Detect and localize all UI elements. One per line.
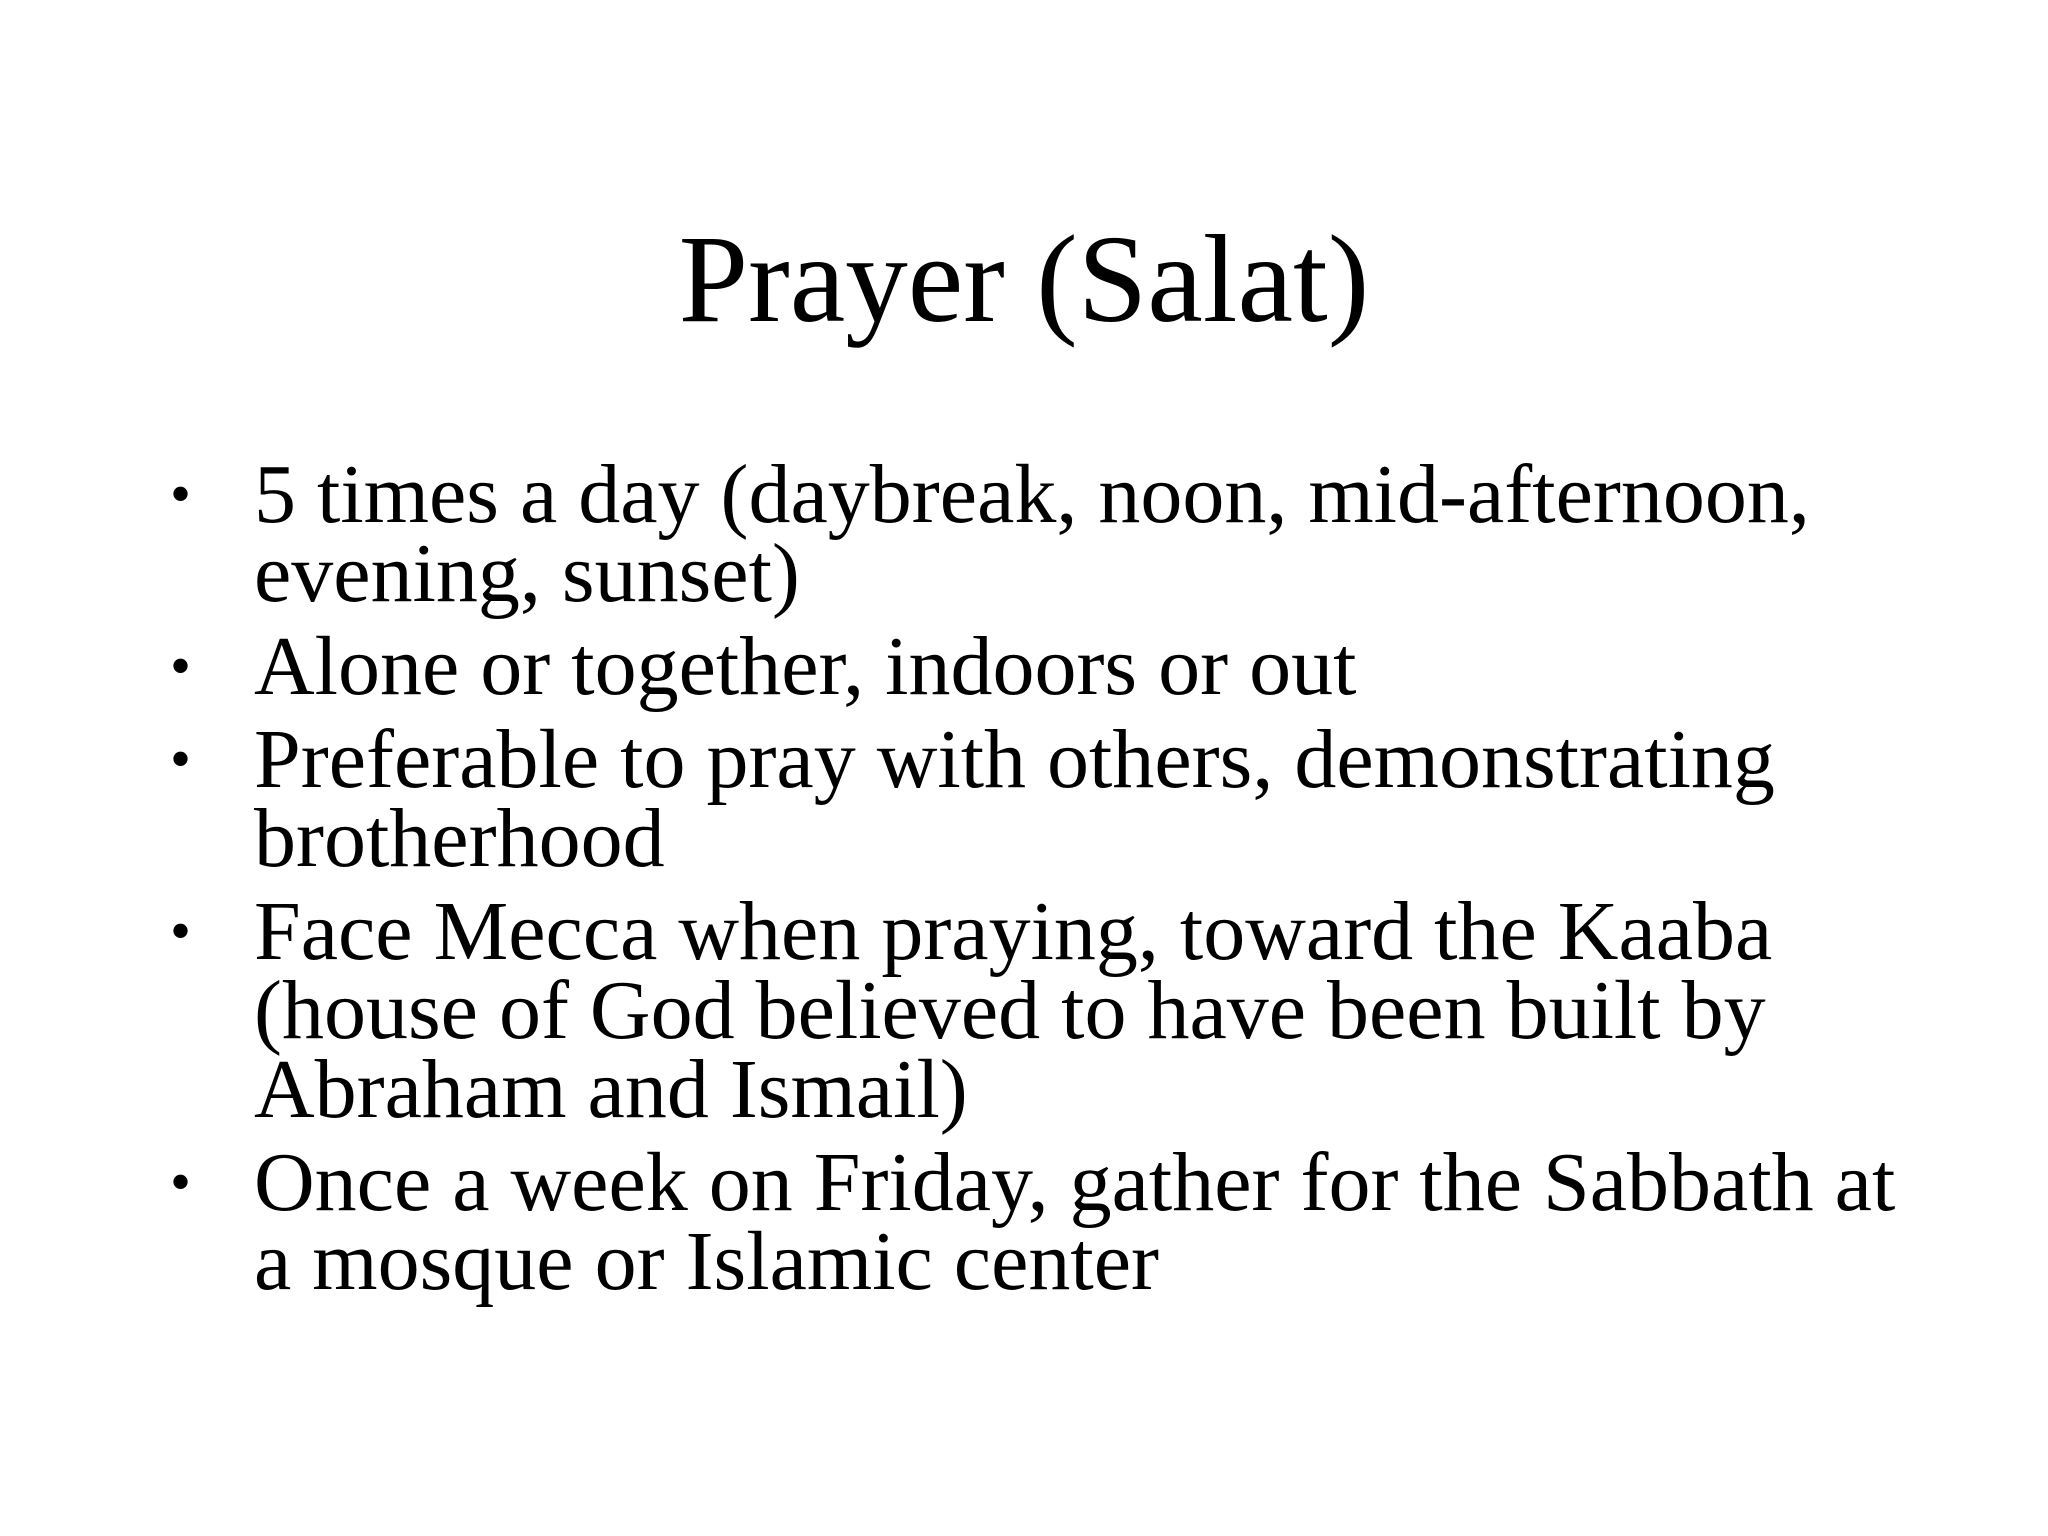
bullet-text: 5 times a day (daybreak, noon, mid-afternoon, evening, sunset) bbox=[254, 448, 1810, 620]
bullet-text: Once a week on Friday, gather for the Sabbath at a mosque or Islamic center bbox=[254, 1136, 1896, 1308]
bullet-text: Preferable to pray with others, demonstrating brotherhood bbox=[254, 713, 1775, 885]
slide-title: Prayer (Salat) bbox=[678, 211, 1370, 349]
bullet-icon: • bbox=[170, 633, 192, 699]
list-item bbox=[170, 713, 1930, 885]
list-item bbox=[170, 448, 1930, 620]
bullet-icon: • bbox=[170, 898, 192, 964]
bullet-icon: • bbox=[170, 1149, 192, 1215]
bullet-icon: • bbox=[170, 726, 192, 792]
list-item bbox=[170, 885, 1930, 1136]
bullet-list bbox=[170, 448, 1930, 1315]
list-item bbox=[170, 1136, 1930, 1308]
bullet-icon: • bbox=[170, 461, 192, 527]
bullet-text: Alone or together, indoors or out bbox=[254, 620, 1357, 713]
bullet-text: Face Mecca when praying, toward the Kaaba (house of God believed to have been built by Abraham and Ismail) bbox=[254, 885, 1773, 1136]
list-item bbox=[170, 620, 1930, 713]
